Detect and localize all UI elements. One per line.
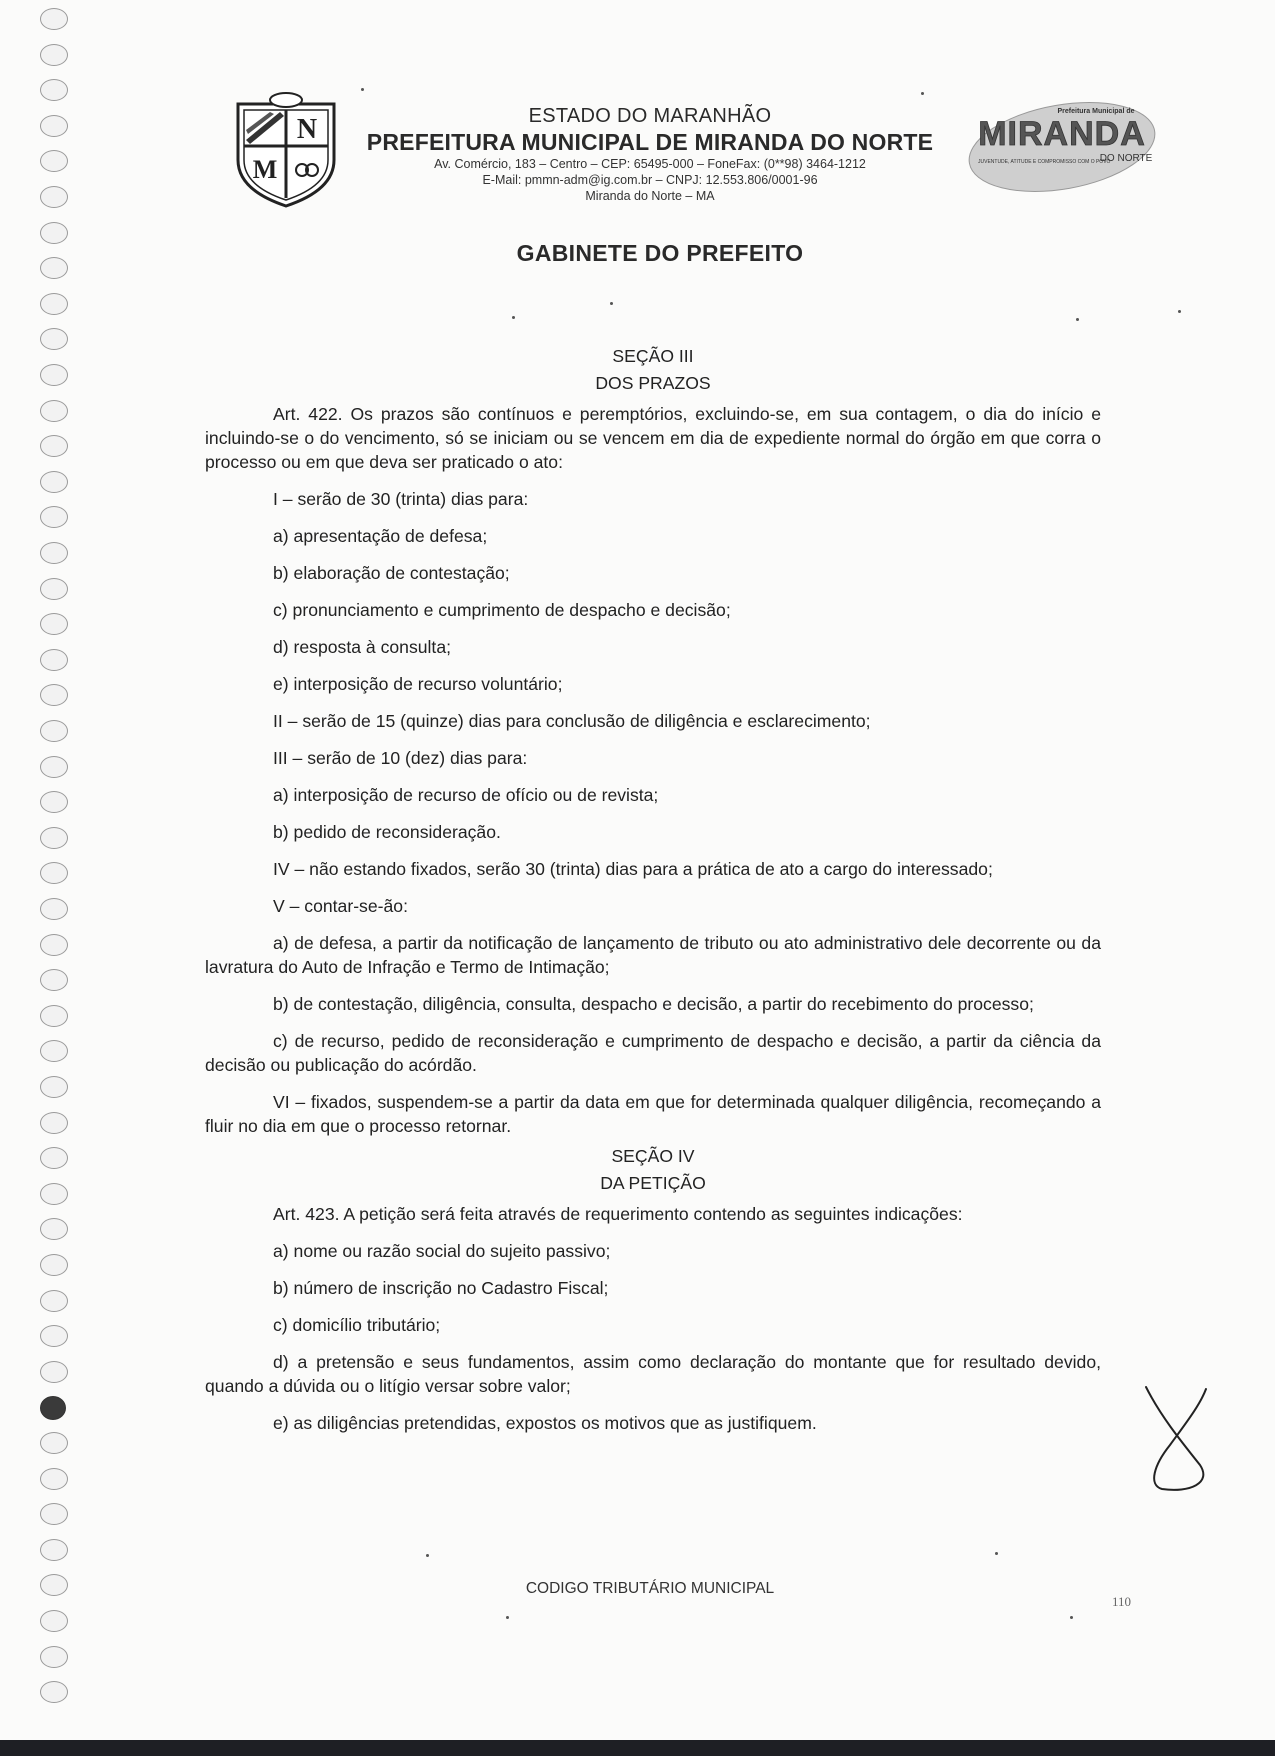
binder-hole (40, 1290, 68, 1312)
binder-hole (40, 222, 68, 244)
state-name: ESTADO DO MARANHÃO (528, 105, 772, 127)
handwritten-mark (1140, 1385, 1220, 1495)
list-item: c) pronunciamento e cumprimento de despacho e decisão; (273, 600, 731, 620)
municipal-crest-icon (232, 90, 340, 208)
binder-hole (40, 1396, 66, 1420)
binder-hole (40, 756, 68, 778)
binder-hole (40, 400, 68, 422)
crest-letter-n: N (296, 114, 318, 145)
binder-hole (40, 578, 68, 600)
binder-hole (40, 257, 68, 279)
list-item: a) interposição de recurso de ofício ou de revista; (273, 785, 659, 805)
list-item: II – serão de 15 (quinze) dias para conclusão de diligência e esclarecimento; (273, 711, 871, 731)
binder-hole (40, 44, 68, 66)
brand-logo-sub: DO NORTE (1099, 153, 1153, 164)
article-423: Art. 423. A petição será feita através de requerimento contendo as seguintes indicações: (273, 1204, 963, 1224)
list-item: e) interposição de recurso voluntário; (273, 674, 563, 694)
binder-hole (40, 684, 68, 706)
binder-holes (40, 0, 70, 1740)
binder-hole (40, 1539, 68, 1561)
list-item: b) número de inscrição no Cadastro Fiscal; (273, 1278, 609, 1298)
paragraph: e) as diligências pretendidas, expostos os motivos que as justifiquem. (273, 1413, 817, 1433)
list-item: c) domicílio tributário; (273, 1315, 441, 1335)
section-iii-subtitle: DOS PRAZOS (595, 373, 711, 393)
binder-hole (40, 1040, 68, 1062)
binder-hole (40, 186, 68, 208)
binder-hole (40, 1254, 68, 1276)
miranda-brand-logo (966, 95, 1158, 195)
paragraph: d) a pretensão e seus fundamentos, assim como declaração do montante que for resultado devido, quando a dúvida ou o litígio versar sobre valor; (205, 1352, 1101, 1396)
binder-hole (40, 150, 68, 172)
binder-hole (40, 1503, 68, 1525)
brand-logo-top: Prefeitura Municipal de (1057, 108, 1135, 115)
binder-hole (40, 1361, 68, 1383)
section-iv-title: SEÇÃO IV (611, 1146, 695, 1166)
list-item: V – contar-se-ão: (273, 896, 408, 916)
binder-hole (40, 364, 68, 386)
binder-hole (40, 506, 68, 528)
binder-hole (40, 1005, 68, 1027)
binder-hole (40, 79, 68, 101)
binder-hole (40, 720, 68, 742)
scanner-edge (0, 1740, 1275, 1756)
brand-logo-main: MIRANDA (978, 115, 1146, 153)
binder-hole (40, 791, 68, 813)
paragraph: c) de recurso, pedido de reconsideração e cumprimento de despacho e decisão, a partir da ciência da decisão ou publicação do acórdão. (205, 1031, 1101, 1075)
page-number: 110 (1112, 1594, 1132, 1609)
binder-hole (40, 328, 68, 350)
paragraph: b) de contestação, diligência, consulta, despacho e decisão, a partir do recebimento do processo; (273, 994, 1034, 1014)
city-line: Miranda do Norte – MA (585, 189, 715, 203)
footer-title: CODIGO TRIBUTÁRIO MUNICIPAL (525, 1580, 775, 1597)
binder-hole (40, 649, 68, 671)
binder-hole (40, 293, 68, 315)
binder-hole (40, 934, 68, 956)
list-item: a) apresentação de defesa; (273, 526, 488, 546)
list-item: III – serão de 10 (dez) dias para: (273, 748, 528, 768)
binder-hole (40, 1468, 68, 1490)
binder-hole (40, 115, 68, 137)
binder-hole (40, 1147, 68, 1169)
binder-hole (40, 862, 68, 884)
brand-logo-slogan: JUVENTUDE, ATITUDE E COMPROMISSO COM O POVO (978, 159, 1111, 165)
binder-hole (40, 1610, 68, 1632)
binder-hole (40, 542, 68, 564)
paragraph: a) de defesa, a partir da notificação de lançamento de tributo ou ato administrativo dele decorrente ou da lavratura do Auto de Infração e Termo de Intimação; (205, 933, 1101, 977)
prefeitura-name: PREFEITURA MUNICIPAL DE MIRANDA DO NORTE (366, 129, 934, 155)
document-body (205, 343, 1101, 1448)
office-title: GABINETE DO PREFEITO (516, 240, 804, 266)
binder-hole (40, 898, 68, 920)
binder-hole (40, 827, 68, 849)
list-item: a) nome ou razão social do sujeito passivo; (273, 1241, 611, 1261)
section-iv-subtitle: DA PETIÇÃO (600, 1173, 706, 1193)
binder-hole (40, 613, 68, 635)
binder-hole (40, 1218, 68, 1240)
binder-hole (40, 471, 68, 493)
list-item: I – serão de 30 (trinta) dias para: (273, 489, 529, 509)
article-422: Art. 422. Os prazos são contínuos e peremptórios, excluindo-se, em sua contagem, o dia do início e incluindo-se o do vencimento, só se iniciam ou se vencem em dia de expediente normal do órgão em que corra o processo ou em que deva ser praticado o ato: (205, 404, 1101, 472)
binder-hole (40, 969, 68, 991)
binder-hole (40, 1183, 68, 1205)
crest-letter-m: M (252, 155, 278, 184)
binder-hole (40, 1432, 68, 1454)
binder-hole (40, 1646, 68, 1668)
list-item: b) pedido de reconsideração. (273, 822, 501, 842)
list-item: d) resposta à consulta; (273, 637, 451, 657)
binder-hole (40, 435, 68, 457)
binder-hole (40, 8, 68, 30)
binder-hole (40, 1112, 68, 1134)
email-line: E-Mail: pmmn-adm@ig.com.br – CNPJ: 12.553.806/0001-96 (482, 173, 818, 187)
binder-hole (40, 1681, 68, 1703)
binder-hole (40, 1574, 68, 1596)
paragraph: VI – fixados, suspendem-se a partir da data em que for determinada qualquer diligência, recomeçando a fluir no dia em que o processo retornar. (205, 1092, 1101, 1136)
address-line: Av. Comércio, 183 – Centro – CEP: 65495-000 – FoneFax: (0**98) 3464-1212 (434, 157, 866, 171)
binder-hole (40, 1325, 68, 1347)
list-item: b) elaboração de contestação; (273, 563, 510, 583)
list-item: IV – não estando fixados, serão 30 (trinta) dias para a prática de ato a cargo do interessado; (273, 859, 993, 879)
binder-hole (40, 1076, 68, 1098)
section-iii-title: SEÇÃO III (612, 346, 694, 366)
